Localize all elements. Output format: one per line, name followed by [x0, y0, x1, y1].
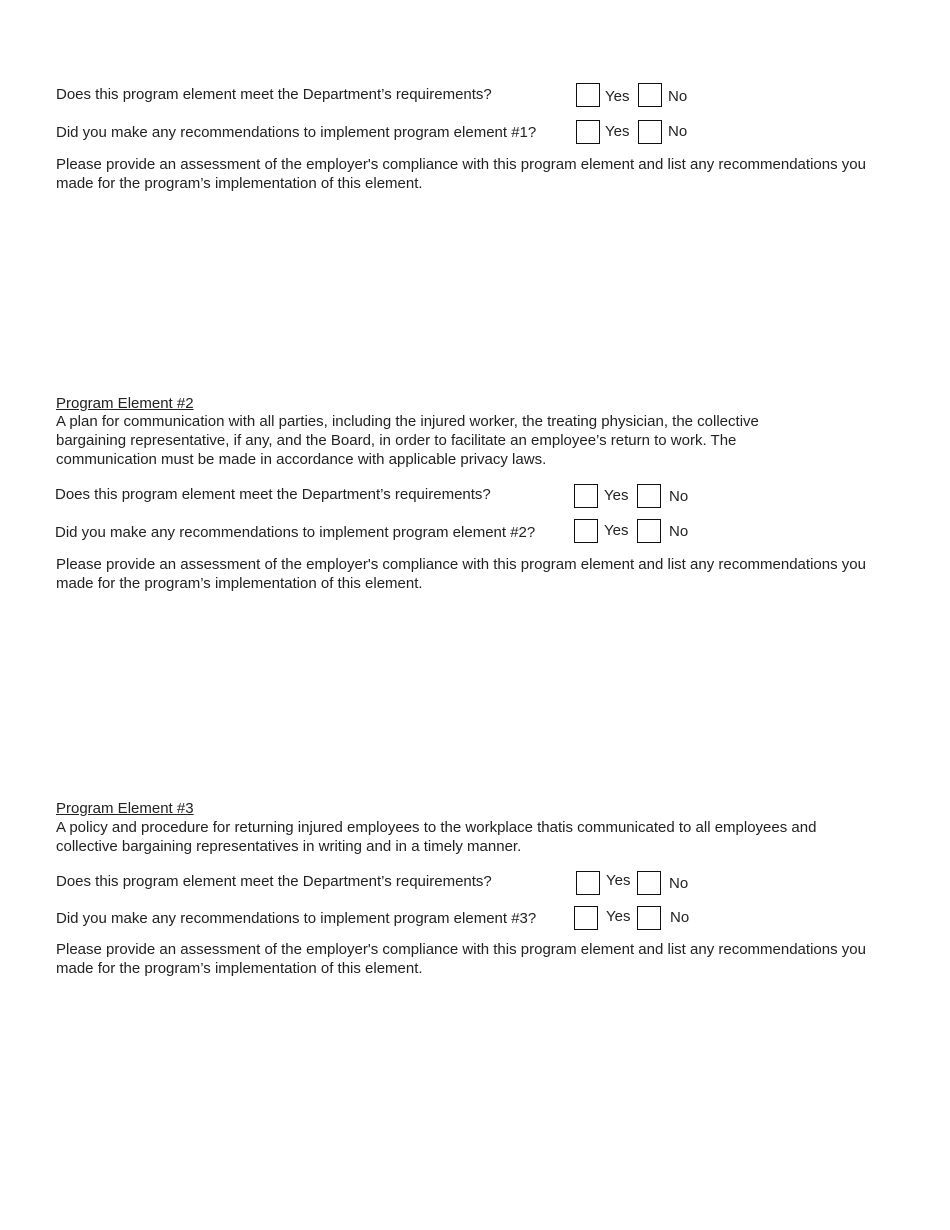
element3-requirements-question: Does this program element meet the Department’s requirements? [56, 873, 492, 890]
element2-assessment-prompt: Please provide an assessment of the employer's compliance with this program element and list any recommendations you made for the program’s implementation of this element. [56, 556, 866, 592]
element2-heading: Program Element #2 [56, 395, 194, 412]
element2-assessment-response-area[interactable] [56, 596, 896, 796]
element1-requirements-no-label: No [668, 88, 688, 105]
element2-requirements-question: Does this program element meet the Department’s requirements? [55, 486, 491, 503]
element1-requirements-yes-checkbox[interactable] [576, 83, 600, 107]
element3-recommendations-question: Did you make any recommendations to implement program element #3? [56, 910, 537, 927]
element3-recommendations-no-checkbox[interactable] [637, 906, 661, 930]
element1-requirements-question: Does this program element meet the Department’s requirements? [56, 86, 492, 103]
element1-recommendations-no-checkbox[interactable] [638, 120, 662, 144]
element3-heading: Program Element #3 [56, 800, 194, 817]
element1-requirements-yes-label: Yes [605, 88, 630, 105]
element2-recommendations-no-checkbox[interactable] [637, 519, 661, 543]
element1-requirements-no-checkbox[interactable] [638, 83, 662, 107]
element1-assessment-prompt: Please provide an assessment of the employer's compliance with this program element and list any recommendations you made for the program’s implementation of this element. [56, 156, 866, 192]
element3-requirements-yes-checkbox[interactable] [576, 871, 600, 895]
element3-description: A policy and procedure for returning injured employees to the workplace thatis communicated to all employees and collective bargaining representatives in writing and in a timely manner. [56, 819, 817, 855]
element3-recommendations-no-label: No [670, 909, 690, 926]
element3-recommendations-yes-label: Yes [606, 908, 631, 925]
element1-recommendations-question: Did you make any recommendations to implement program element #1? [56, 124, 537, 141]
element2-recommendations-no-label: No [669, 523, 689, 540]
element1-recommendations-no-label: No [668, 123, 688, 140]
element2-requirements-yes-checkbox[interactable] [574, 484, 598, 508]
element3-assessment-prompt: Please provide an assessment of the employer's compliance with this program element and list any recommendations you made for the program’s implementation of this element. [56, 941, 866, 977]
element1-recommendations-yes-checkbox[interactable] [576, 120, 600, 144]
element2-recommendations-yes-label: Yes [604, 522, 629, 539]
element2-requirements-no-label: No [669, 488, 689, 505]
element3-requirements-no-label: No [669, 875, 689, 892]
element1-recommendations-yes-label: Yes [605, 123, 630, 140]
element2-recommendations-yes-checkbox[interactable] [574, 519, 598, 543]
element3-recommendations-yes-checkbox[interactable] [574, 906, 598, 930]
element1-assessment-response-area[interactable] [56, 196, 896, 386]
element3-requirements-yes-label: Yes [606, 872, 631, 889]
element2-recommendations-question: Did you make any recommendations to implement program element #2? [55, 524, 536, 541]
element3-assessment-response-area[interactable] [56, 982, 896, 1202]
element3-requirements-no-checkbox[interactable] [637, 871, 661, 895]
element2-requirements-yes-label: Yes [604, 487, 629, 504]
element2-description: A plan for communication with all parties, including the injured worker, the treating physician, the collective bargaining representative, if any, and the Board, in order to facilitate an employee’s return to work. The communication must be made in accordance with applicable privacy laws. [56, 413, 759, 468]
element2-requirements-no-checkbox[interactable] [637, 484, 661, 508]
